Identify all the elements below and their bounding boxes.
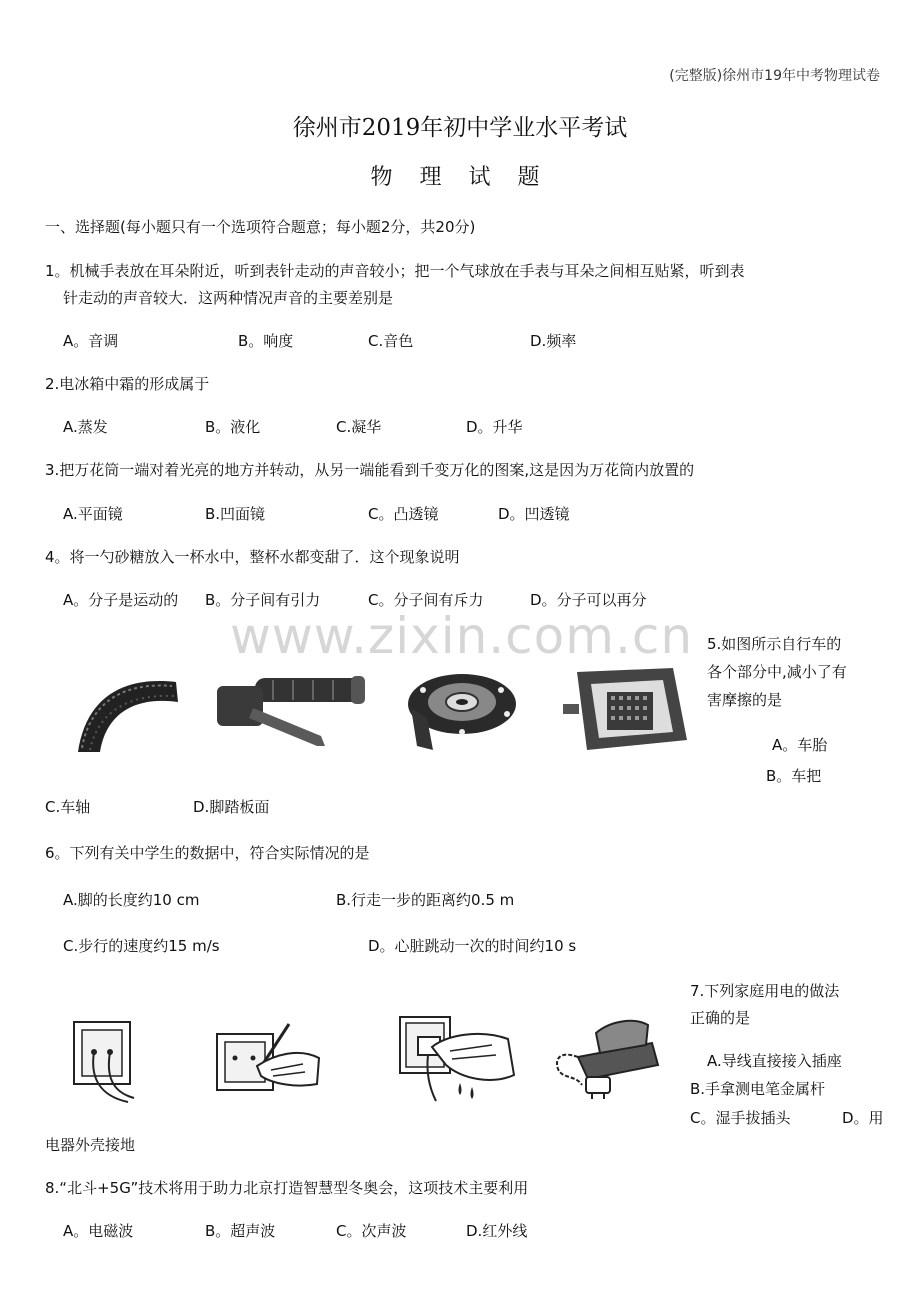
q2-option-d: D。升华 (466, 418, 523, 436)
q7-option-d-continued: 电器外壳接地 (45, 1136, 136, 1154)
q4-option-a: A。分子是运动的 (63, 591, 179, 609)
q5-option-b: B。车把 (766, 767, 822, 785)
q6-option-c: C.步行的速度约15 m/s (63, 937, 220, 955)
q7-option-a: A.导线直接接入插座 (707, 1052, 842, 1070)
page-header: (完整版)徐州市19年中考物理试卷 (669, 68, 880, 84)
q7-option-b: B.手拿测电笔金属杆 (690, 1080, 826, 1098)
q7-option-d: D。用 (842, 1109, 884, 1127)
exam-subtitle: 物 理 试 题 (370, 165, 550, 190)
q1-option-b: B。响度 (238, 332, 294, 350)
q6-option-b: B.行走一步的距离约0.5 m (336, 891, 515, 909)
q6-option-d: D。心脏跳动一次的时间约10 s (368, 937, 577, 955)
bicycle-tire-figure (72, 668, 182, 752)
q7-stem-line1: 7.下列家庭用电的做法 (690, 982, 840, 1000)
q4-option-d: D。分子可以再分 (530, 591, 647, 609)
q1-option-d: D.频率 (530, 332, 577, 350)
pedal-figure (563, 664, 689, 756)
q6-stem: 6。下列有关中学生的数据中，符合实际情况的是 (45, 844, 370, 862)
q3-option-b: B.凹面镜 (205, 505, 266, 523)
q1-stem-line2: 针走动的声音较大．这两种情况声音的主要差别是 (63, 289, 394, 307)
q5-stem-line1: 5.如图所示自行车的 (707, 635, 842, 653)
q4-option-c: C。分子间有斥力 (368, 591, 484, 609)
q8-option-a: A。电磁波 (63, 1222, 134, 1240)
axle-hub-figure (403, 662, 521, 754)
q5-stem-line2: 各个部分中,减小了有 (707, 663, 847, 681)
q3-option-a: A.平面镜 (63, 505, 123, 523)
q3-option-c: C。凸透镜 (368, 505, 439, 523)
q8-option-c: C。次声波 (336, 1222, 407, 1240)
socket-wires-figure (70, 1018, 142, 1106)
q5-option-a: A。车胎 (772, 736, 828, 754)
q8-option-d: D.红外线 (466, 1222, 528, 1240)
q2-option-c: C.凝华 (336, 418, 382, 436)
q4-stem: 4。将一勺砂糖放入一杯水中，整杯水都变甜了．这个现象说明 (45, 548, 460, 566)
q2-stem: 2.电冰箱中霜的形成属于 (45, 375, 210, 393)
q3-stem: 3.把万花筒一端对着光亮的地方并转动，从另一端能看到千变万化的图案,这是因为万花筒内放置的 (45, 461, 695, 479)
exam-title: 徐州市2019年初中学业水平考试 (292, 115, 628, 141)
q3-option-d: D。凹透镜 (498, 505, 570, 523)
q5-stem-line3: 害摩擦的是 (707, 691, 783, 709)
q5-option-d: D.脚踏板面 (193, 798, 270, 816)
q1-option-a: A。音调 (63, 332, 119, 350)
q7-option-c: C。湿手拔插头 (690, 1109, 791, 1127)
iron-ground-figure (548, 1013, 662, 1099)
q8-stem: 8.“北斗+5G”技术将用于助力北京打造智慧型冬奥会，这项技术主要利用 (45, 1179, 529, 1197)
watermark: www.zixin.com.cn (230, 607, 694, 665)
section-heading: 一、选择题(每小题只有一个选项符合题意；每小题2分，共20分) (45, 218, 476, 236)
test-pen-hand-figure (213, 1018, 323, 1094)
q1-option-c: C.音色 (368, 332, 414, 350)
q6-option-a: A.脚的长度约10 cm (63, 891, 200, 909)
q7-stem-line2: 正确的是 (690, 1009, 751, 1027)
q8-option-b: B。超声波 (205, 1222, 276, 1240)
q5-option-c: C.车轴 (45, 798, 91, 816)
q2-option-a: A.蒸发 (63, 418, 108, 436)
handlebar-figure (213, 672, 368, 750)
wet-hand-plug-figure (396, 1013, 518, 1103)
q1-stem-line1: 1。机械手表放在耳朵附近，听到表针走动的声音较小；把一个气球放在手表与耳朵之间相互贴紧，听到表 (45, 262, 745, 280)
q4-option-b: B。分子间有引力 (205, 591, 321, 609)
q2-option-b: B。液化 (205, 418, 261, 436)
